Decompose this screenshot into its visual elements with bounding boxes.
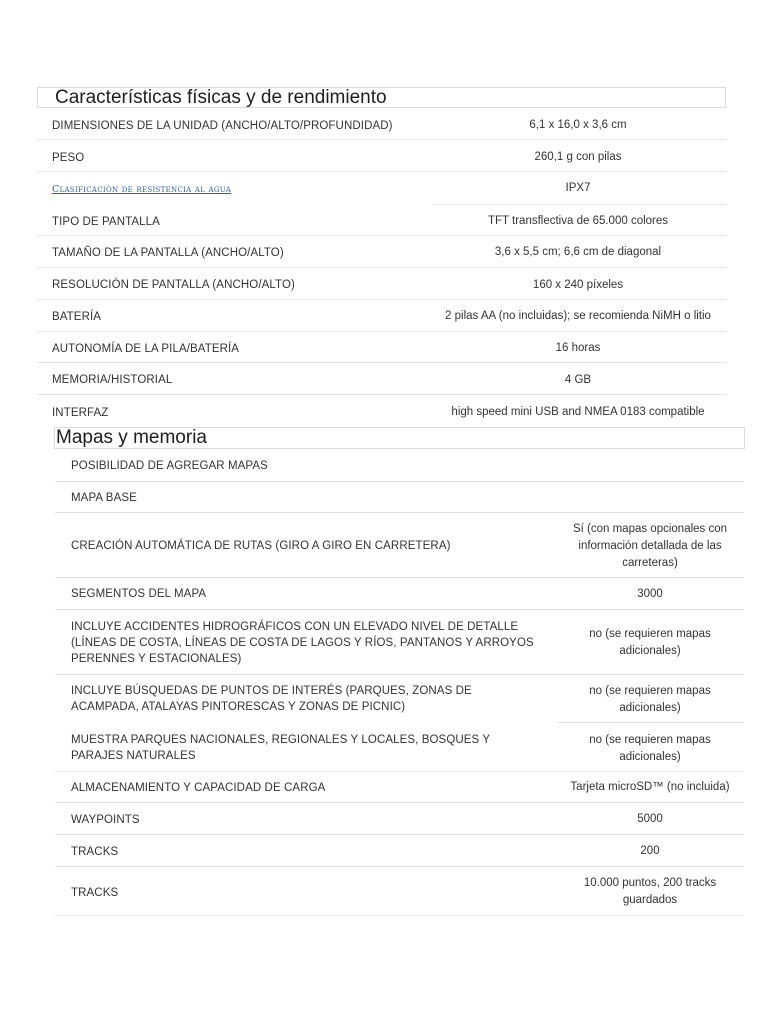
section-title-maps: Mapas y memoria <box>54 427 745 449</box>
spec-value: 10.000 puntos, 200 tracks guardados <box>583 877 717 906</box>
row-divider <box>37 235 726 236</box>
spec-label: TIPO DE PANTALLA <box>52 216 160 228</box>
row-divider <box>37 171 726 172</box>
row-divider <box>37 331 726 332</box>
spec-label: MUESTRA PARQUES NACIONALES, REGIONALES Y LOCALES, BOSQUES Y PARAJES NATURALES <box>71 734 490 762</box>
spec-label: INTERFAZ <box>52 407 109 419</box>
spec-value: Sí (con mapas opcionales con información detallada de las carreteras) <box>572 523 728 569</box>
row-divider <box>55 577 744 578</box>
spec-value: 260,1 g con pilas <box>534 151 622 163</box>
spec-label: WAYPOINTS <box>71 814 140 826</box>
spec-value: 200 <box>640 845 660 857</box>
row-divider <box>55 512 744 513</box>
row-divider <box>55 771 744 772</box>
spec-value: 3,6 x 5,5 cm; 6,6 cm de diagonal <box>494 246 662 258</box>
spec-label: MEMORIA/HISTORIAL <box>52 374 173 386</box>
spec-value: 2 pilas AA (no incluidas); se recomienda NiMH o litio <box>445 310 711 322</box>
spec-label: INCLUYE BÚSQUEDAS DE PUNTOS DE INTERÉS (PARQUES, ZONAS DE ACAMPADA, ATALAYAS PINTORESCAS Y ZONAS DE PICNIC) <box>71 685 472 713</box>
spec-label: TRACKS <box>71 846 119 858</box>
spec-label: RESOLUCIÓN DE PANTALLA (ANCHO/ALTO) <box>52 279 295 291</box>
spec-value: 4 GB <box>564 374 592 386</box>
row-divider <box>55 915 744 916</box>
row-divider <box>37 139 726 140</box>
row-divider <box>55 609 744 610</box>
spec-value: 5000 <box>637 813 663 825</box>
spec-label: POSIBILIDAD DE AGREGAR MAPAS <box>71 460 268 472</box>
row-divider <box>55 802 744 803</box>
spec-value: no (se requieren mapas adicionales) <box>589 685 711 714</box>
spec-label: BATERÍA <box>52 311 102 323</box>
spec-label: INCLUYE ACCIDENTES HIDROGRÁFICOS CON UN ELEVADO NIVEL DE DETALLE (LÍNEAS DE COSTA, LÍNEAS DE COSTA DE LAGOS Y RÍOS, PANTANOS Y ARROYOS PERENNES Y ESTACIONALES) <box>71 621 534 665</box>
row-divider <box>37 362 726 363</box>
spec-label: TAMAÑO DE LA PANTALLA (ANCHO/ALTO) <box>52 247 284 259</box>
spec-value: Tarjeta microSD™ (no incluida) <box>570 781 730 793</box>
row-divider <box>557 722 744 723</box>
spec-label: SEGMENTOS DEL MAPA <box>71 588 207 600</box>
spec-value: 160 x 240 píxeles <box>532 279 624 291</box>
row-divider <box>432 204 726 205</box>
water-rating-link[interactable]: Clasificación de resistencia al agua <box>52 184 232 195</box>
spec-label: ALMACENAMIENTO Y CAPACIDAD DE CARGA <box>71 782 326 794</box>
spec-value: no (se requieren mapas adicionales) <box>589 734 711 763</box>
spec-label: MAPA BASE <box>71 492 137 504</box>
row-divider <box>37 299 726 300</box>
spec-label: TRACKS <box>71 887 119 899</box>
spec-label: AUTONOMÍA DE LA PILA/BATERÍA <box>52 343 240 355</box>
row-divider <box>55 674 744 675</box>
row-divider <box>37 267 726 268</box>
spec-value: high speed mini USB and NMEA 0183 compatible <box>451 406 705 418</box>
spec-label: PESO <box>52 152 85 164</box>
spec-value: 16 horas <box>555 342 601 354</box>
spec-value: 3000 <box>637 588 663 600</box>
row-divider <box>55 834 744 835</box>
spec-value: no (se requieren mapas adicionales) <box>589 628 711 657</box>
row-divider <box>55 866 744 867</box>
spec-value: TFT transflectiva de 65.000 colores <box>487 215 669 227</box>
row-divider <box>55 481 744 482</box>
spec-value: IPX7 <box>565 182 591 194</box>
section-title-physical: Características físicas y de rendimiento <box>37 87 726 108</box>
spec-label: DIMENSIONES DE LA UNIDAD (ANCHO/ALTO/PROFUNDIDAD) <box>52 120 393 132</box>
row-divider <box>37 394 726 395</box>
spec-label: CREACIÓN AUTOMÁTICA DE RUTAS (GIRO A GIRO EN CARRETERA) <box>71 540 451 552</box>
spec-value: 6,1 x 16,0 x 3,6 cm <box>529 119 627 131</box>
